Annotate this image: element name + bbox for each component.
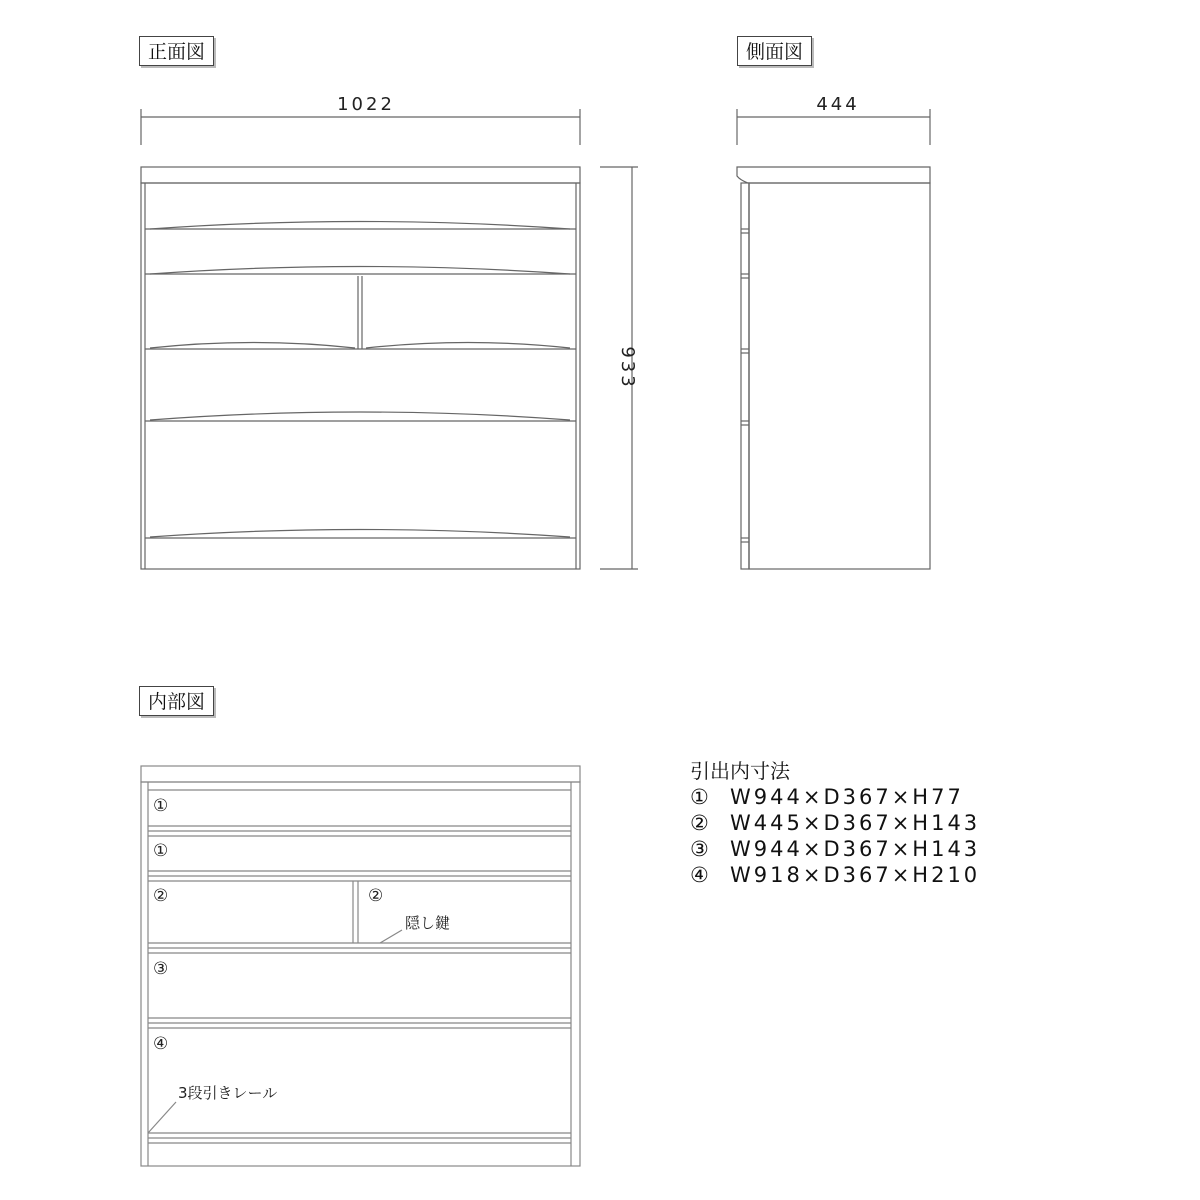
inner-label-3: ③ — [153, 959, 169, 979]
inner-view — [141, 766, 580, 1166]
inner-view-title: 内部図 — [139, 686, 214, 716]
inner-top-board — [141, 766, 580, 782]
hidden-key-note: 隠し鍵 — [405, 914, 451, 932]
legend-mark: ① — [690, 785, 709, 809]
legend-mark: ② — [690, 811, 709, 835]
inner-label-2b: ② — [368, 886, 384, 906]
side-top-board — [737, 167, 930, 183]
legend-size: W445×D367×H143 — [730, 811, 981, 835]
legend-row-3 — [690, 836, 980, 862]
legend-mark: ③ — [690, 837, 709, 861]
side-panel — [749, 183, 930, 569]
front-top-board — [141, 167, 580, 183]
hidden-key-leader — [380, 930, 402, 943]
drawer-pull-5 — [150, 530, 570, 538]
drawer-pull-4 — [150, 412, 570, 420]
inner-label-4: ④ — [153, 1034, 169, 1054]
front-view-title: 正面図 — [139, 36, 214, 66]
side-view-title: 側面図 — [737, 36, 812, 66]
legend-row-2 — [690, 810, 980, 836]
front-cabinet-body — [141, 183, 580, 569]
legend-mark: ④ — [690, 863, 709, 887]
drawer-pull-1 — [150, 222, 570, 230]
rail-note: 3段引きレール — [178, 1084, 278, 1102]
side-view — [737, 109, 930, 569]
depth-dimension-value: 444 — [816, 94, 860, 115]
drawer-dimensions-legend — [690, 758, 980, 888]
legend-size: W918×D367×H210 — [730, 863, 981, 887]
legend-row-4 — [690, 862, 980, 888]
legend-size: W944×D367×H143 — [730, 837, 981, 861]
width-dimension-value: 1022 — [337, 94, 395, 115]
inner-cabinet-body — [141, 782, 580, 1166]
drawer-pull-3a — [150, 343, 355, 349]
inner-label-1a: ① — [153, 796, 169, 816]
legend-size: W944×D367×H77 — [730, 785, 964, 809]
legend-row-1 — [690, 784, 980, 810]
legend-title: 引出内寸法 — [690, 759, 790, 783]
side-drawer-fronts — [741, 183, 749, 569]
inner-label-1b: ① — [153, 841, 169, 861]
rail-leader — [148, 1102, 176, 1133]
height-dimension-value: 933 — [617, 346, 638, 390]
front-view — [141, 109, 638, 569]
inner-label-2a: ② — [153, 886, 169, 906]
drawer-pull-2 — [150, 267, 570, 275]
drawer-pull-3b — [366, 343, 570, 349]
